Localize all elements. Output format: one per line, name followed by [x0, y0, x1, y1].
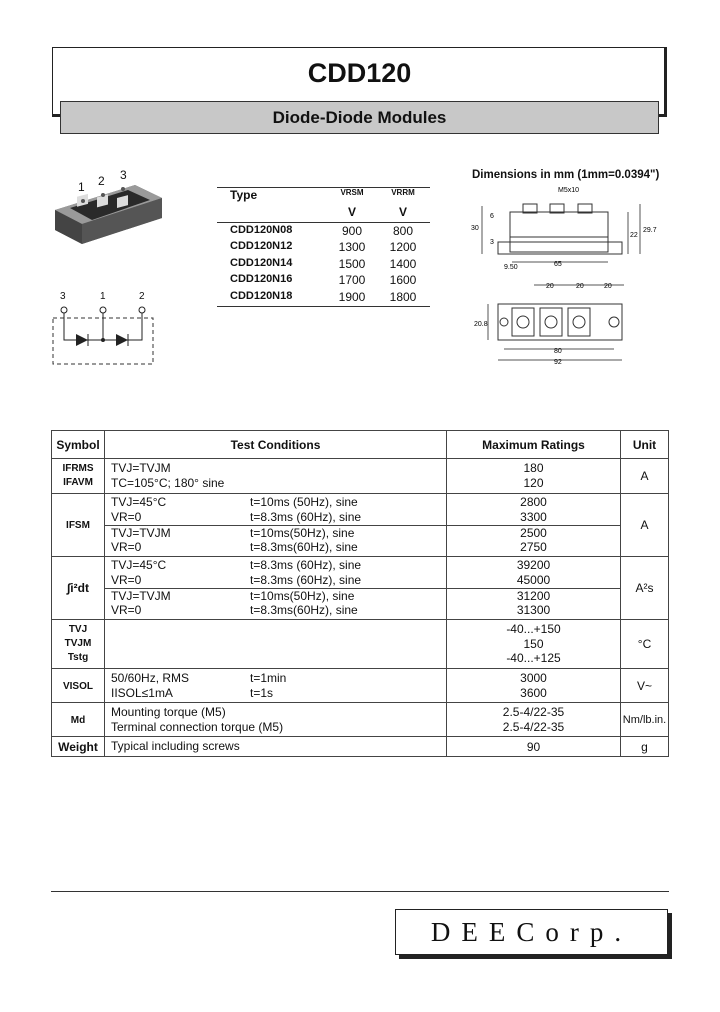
value-text: 2500: [447, 525, 620, 541]
condition-text: Terminal connection torque (M5): [111, 719, 284, 734]
symbol-cell: [52, 557, 105, 620]
vrsm-cell: 1700: [338, 273, 366, 287]
condition-text: t=8.3ms(60Hz), sine: [250, 540, 358, 555]
condition-text: t=8.3ms (60Hz), sine: [250, 558, 362, 573]
table-row: [52, 459, 669, 494]
circuit-diagram-icon: [50, 300, 160, 370]
condition-text: IISOL≤1mA: [111, 685, 173, 700]
max-cell: [447, 703, 621, 737]
dim-label: 20: [604, 283, 612, 290]
condition-text: t=8.3ms (60Hz), sine: [250, 509, 362, 524]
type-cell: CDD120N16: [230, 273, 293, 285]
value-text: 3000: [520, 670, 547, 685]
condition-text: t=1s: [250, 685, 274, 700]
symbol-text: VISOL: [62, 680, 93, 692]
circuit-label-1: 1: [100, 291, 106, 302]
conditions-cell: [105, 557, 447, 620]
value-text: -40...+125: [506, 651, 561, 666]
condition-text: TVJ=TVJM: [111, 525, 171, 540]
vrsm-header: VRSM: [340, 188, 364, 197]
page-subtitle: Diode-Diode Modules: [272, 108, 447, 127]
table-row: [52, 620, 669, 669]
vrrm-header: VRRM: [391, 188, 415, 197]
condition-text: VR=0: [111, 603, 142, 618]
type-row: [217, 290, 430, 307]
value-text: 3300: [520, 509, 547, 524]
dim-label: M5x10: [558, 187, 580, 194]
table-row: [52, 557, 669, 620]
unit-cell: A: [621, 494, 669, 557]
symbol-cell: [52, 620, 105, 669]
conditions-header: Test Conditions: [105, 431, 447, 459]
circuit-label-2: 2: [139, 291, 145, 302]
unit-cell: °C: [621, 620, 669, 669]
dim-label: 65: [554, 261, 562, 268]
conditions-cell: [105, 669, 447, 703]
value-text: 31300: [516, 603, 551, 618]
type-cell: CDD120N14: [230, 256, 293, 269]
vrrm-cell: 1400: [389, 256, 417, 271]
type-table-header: [217, 188, 430, 205]
max-cell: 90: [447, 737, 621, 757]
max-cell: [447, 557, 621, 620]
unit-cell: A: [621, 459, 669, 494]
value-text: 150: [523, 636, 544, 651]
conditions-cell: [105, 494, 447, 557]
condition-text: TVJ=TVJM: [111, 588, 171, 603]
type-row: [217, 240, 430, 257]
unit-header: Unit: [621, 431, 669, 459]
type-header: Type: [230, 188, 258, 202]
condition-text: TC=105°C; 180° sine: [111, 476, 225, 490]
symbol-header: Symbol: [52, 431, 105, 459]
symbol-text: Md: [70, 714, 86, 726]
condition-text: t=10ms (50Hz), sine: [250, 495, 358, 510]
conditions-cell: [105, 620, 447, 669]
dim-label: 20: [576, 283, 584, 290]
symbol-text: TVJ: [68, 624, 88, 635]
pin-label-1: 1: [78, 180, 85, 194]
max-header: Maximum Ratings: [447, 431, 621, 459]
dim-label: 9.50: [504, 264, 518, 271]
symbol-text: IFSM: [66, 520, 90, 531]
vrrm-cell: 1600: [389, 273, 417, 287]
pin-label-2: 2: [98, 174, 105, 188]
condition-text: 50/60Hz, RMS: [111, 670, 190, 685]
condition-text: TVJ=TVJM: [111, 461, 171, 476]
condition-text: TVJ=45°C: [111, 495, 167, 510]
symbol-text: TVJM: [64, 638, 92, 649]
condition-text: Typical including screws: [111, 739, 240, 754]
symbol-cell: [52, 494, 105, 557]
dim-label: 20.8: [474, 321, 488, 328]
symbol-cell: [52, 669, 105, 703]
value-text: 31200: [447, 588, 620, 604]
pin-label-3: 3: [120, 168, 127, 182]
value-text: 2.5-4/22-35: [502, 704, 565, 719]
dim-label: 92: [554, 359, 562, 366]
unit-cell: V~: [621, 669, 669, 703]
dim-label: 29.7: [643, 227, 657, 234]
max-cell: [447, 494, 621, 557]
condition-text: TVJ=45°C: [111, 558, 167, 573]
unit-cell: Nm/lb.in.: [621, 703, 669, 737]
value-text: 180: [523, 461, 544, 476]
vrsm-cell: 900: [341, 223, 363, 238]
dim-label: 20: [546, 283, 554, 290]
value-text: 45000: [516, 572, 551, 587]
footer-divider: [51, 891, 669, 892]
dim-label: 80: [554, 348, 562, 355]
condition-text: Mounting torque (M5): [111, 704, 226, 719]
value-text: 2800: [520, 495, 547, 510]
symbol-text: IFRMS: [62, 463, 94, 474]
symbol-text: ∫i²dt: [67, 581, 89, 595]
table-row: [52, 494, 669, 557]
condition-text: VR=0: [111, 509, 142, 524]
value-text: 2.5-4/22-35: [502, 719, 565, 734]
condition-text: VR=0: [111, 572, 142, 587]
module-photo-icon: [50, 180, 165, 250]
condition-text: t=10ms(50Hz), sine: [250, 588, 355, 603]
unit-cell: g: [621, 737, 669, 757]
type-cell: CDD120N18: [230, 289, 293, 302]
page-title: CDD120: [307, 58, 412, 88]
table-row: [52, 737, 669, 757]
value-text: 2750: [520, 540, 547, 555]
max-cell: [447, 669, 621, 703]
type-cell: CDD120N12: [230, 240, 293, 252]
value-text: -40...+150: [506, 622, 561, 637]
dim-label: 22: [630, 232, 638, 239]
vrsm-cell: 1300: [338, 240, 366, 254]
type-row: [217, 273, 430, 290]
symbol-text: IFAVM: [63, 477, 93, 488]
value-text: 3600: [520, 685, 547, 700]
conditions-cell: [105, 459, 447, 494]
vrsm-unit: V: [347, 204, 356, 219]
symbol-text: Tstg: [67, 652, 89, 663]
vrrm-cell: 1800: [389, 289, 417, 304]
condition-text: t=8.3ms(60Hz), sine: [250, 603, 358, 618]
unit-cell: A²s: [621, 557, 669, 620]
company-name: DEECorp.: [430, 917, 633, 947]
vrsm-cell: 1900: [338, 289, 366, 304]
condition-text: VR=0: [111, 540, 142, 555]
type-table-units: [217, 205, 430, 219]
vrrm-cell: 800: [392, 223, 414, 238]
circuit-label-3: 3: [60, 291, 66, 302]
condition-text: t=10ms(50Hz), sine: [250, 525, 355, 540]
symbol-cell: [52, 459, 105, 494]
table-row: [52, 703, 669, 737]
type-row: [217, 257, 430, 274]
value-text: 39200: [516, 558, 551, 573]
dimensions-drawing-icon: [468, 182, 668, 372]
symbol-cell: [52, 703, 105, 737]
max-cell: [447, 459, 621, 494]
condition-text: t=1min: [250, 670, 287, 685]
vrsm-cell: 1500: [338, 256, 366, 271]
conditions-cell: [105, 737, 447, 757]
max-cell: [447, 620, 621, 669]
conditions-cell: [105, 703, 447, 737]
dimensions-title: Dimensions in mm (1mm=0.0394"): [472, 169, 660, 181]
vrrm-cell: 1200: [389, 240, 417, 254]
type-cell: CDD120N08: [230, 223, 293, 236]
dim-label: 30: [471, 225, 479, 232]
type-row: [217, 224, 430, 241]
ratings-table: [51, 430, 669, 757]
dim-label: 6: [490, 213, 494, 220]
ratings-header-row: [52, 431, 669, 459]
dim-label: 3: [490, 239, 494, 246]
value-text: 120: [523, 476, 544, 490]
table-row: [52, 669, 669, 703]
symbol-cell: Weight: [52, 737, 105, 757]
condition-text: t=8.3ms (60Hz), sine: [250, 572, 362, 587]
vrrm-unit: V: [398, 204, 407, 219]
type-table: [217, 187, 430, 307]
